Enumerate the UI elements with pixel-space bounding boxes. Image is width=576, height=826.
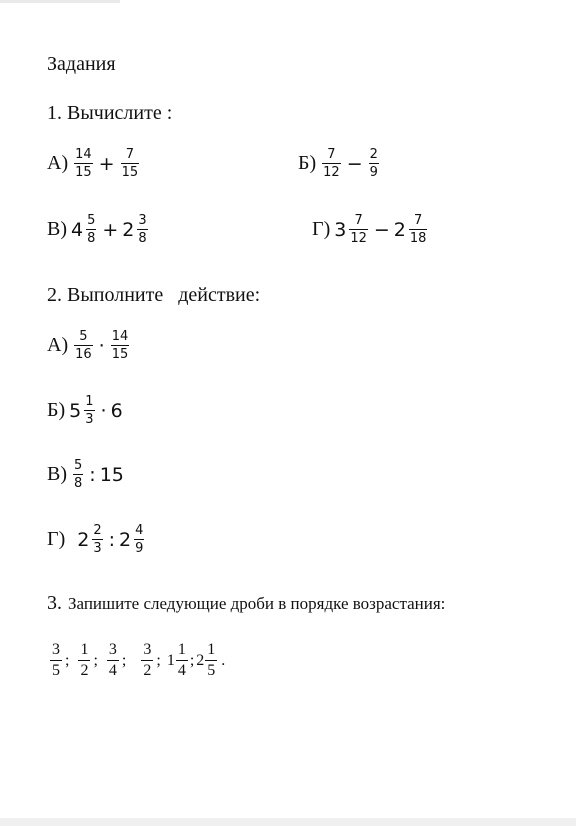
numerator: 3 — [108, 641, 117, 658]
separator: ; — [93, 651, 98, 669]
page-title: Задания — [47, 53, 116, 75]
task1-item-g — [312, 214, 429, 245]
denominator: 2 — [80, 662, 89, 679]
fraction — [141, 642, 153, 679]
task2-item-v — [47, 459, 124, 490]
fraction — [84, 395, 94, 426]
task3-fraction-list — [49, 642, 225, 679]
whole-part: 2 — [119, 528, 132, 551]
task3-number: 3. — [47, 592, 62, 614]
task1-item-v — [47, 214, 150, 245]
whole-part: 3 — [334, 218, 347, 241]
numerator: 5 — [74, 458, 83, 473]
denominator: 2 — [143, 662, 152, 679]
task1-heading: 1. Вычислите : — [47, 102, 173, 124]
denominator: 9 — [369, 165, 378, 180]
fraction — [205, 642, 217, 679]
operator: : — [89, 463, 96, 486]
fraction — [74, 148, 93, 179]
whole-part: 2 — [196, 651, 205, 669]
task2-item-a — [47, 330, 131, 361]
denominator: 8 — [87, 231, 96, 246]
whole-part: 5 — [69, 399, 82, 422]
fraction — [92, 524, 102, 555]
separator: . — [221, 651, 226, 669]
fraction — [409, 214, 428, 245]
number: 15 — [99, 463, 124, 486]
separator: ; — [121, 651, 127, 669]
top-edge-strip — [0, 0, 120, 3]
numerator: 3 — [143, 641, 152, 658]
task1-item-a — [47, 148, 141, 179]
denominator: 5 — [207, 662, 216, 679]
fraction — [121, 148, 140, 179]
denominator: 9 — [135, 541, 144, 556]
operator: · — [98, 334, 105, 357]
denominator: 4 — [177, 662, 186, 679]
operator: · — [100, 399, 107, 422]
whole-part: 1 — [166, 651, 175, 669]
numerator: 5 — [79, 329, 88, 344]
numerator: 4 — [135, 523, 144, 538]
separator: ; — [189, 651, 195, 669]
denominator: 5 — [52, 662, 60, 679]
numerator: 14 — [75, 147, 92, 162]
numerator: 2 — [369, 147, 378, 162]
fraction — [78, 642, 90, 679]
task3-text: Запишите следующие дроби в порядке возрастания: — [68, 594, 446, 613]
denominator: 15 — [75, 165, 92, 180]
fraction — [176, 642, 188, 679]
whole-part: 2 — [77, 528, 90, 551]
denominator: 3 — [85, 412, 94, 427]
item-label: Г) — [47, 528, 66, 550]
operator: : — [108, 528, 116, 551]
denominator: 15 — [111, 347, 129, 362]
task3-heading — [47, 592, 445, 615]
numerator: 1 — [177, 641, 186, 658]
operator: + — [102, 218, 119, 241]
item-label: Б) — [47, 399, 66, 421]
numerator: 7 — [125, 147, 134, 162]
denominator: 18 — [409, 231, 427, 246]
fraction — [73, 459, 83, 490]
whole-part: 2 — [122, 218, 135, 241]
bottom-edge-strip — [0, 818, 576, 826]
numerator: 2 — [93, 523, 102, 538]
task2-item-b — [47, 395, 123, 426]
whole-part: 4 — [71, 218, 84, 241]
item-label: Б) — [298, 152, 317, 174]
number: 6 — [110, 399, 123, 422]
fraction — [369, 148, 379, 179]
denominator: 16 — [75, 347, 92, 362]
numerator: 1 — [207, 641, 216, 658]
task2-item-g — [47, 524, 146, 555]
item-label: А) — [47, 152, 69, 174]
numerator: 1 — [80, 641, 89, 658]
numerator: 7 — [414, 213, 423, 228]
denominator: 3 — [93, 541, 102, 556]
separator: ; — [156, 651, 161, 669]
fraction — [107, 642, 119, 679]
fraction — [86, 214, 96, 245]
item-label: В) — [47, 218, 67, 240]
item-label: А) — [47, 334, 69, 356]
task1-item-b — [298, 148, 381, 179]
denominator: 4 — [108, 662, 117, 679]
fraction — [137, 214, 147, 245]
operator: − — [346, 152, 363, 175]
numerator: 5 — [87, 213, 96, 228]
whole-part: 2 — [393, 218, 406, 241]
denominator: 8 — [138, 231, 147, 246]
fraction — [349, 214, 368, 245]
item-label: Г) — [312, 218, 331, 240]
fraction — [50, 642, 62, 679]
fraction — [111, 330, 130, 361]
fraction — [74, 330, 93, 361]
denominator: 8 — [74, 476, 83, 491]
numerator: 3 — [52, 641, 60, 658]
numerator: 14 — [111, 329, 129, 344]
denominator: 12 — [350, 231, 367, 246]
item-label: В) — [47, 463, 67, 485]
denominator: 12 — [323, 165, 340, 180]
numerator: 7 — [354, 213, 363, 228]
fraction — [134, 524, 144, 555]
operator: − — [373, 218, 390, 241]
operator: + — [98, 152, 115, 175]
fraction — [322, 148, 341, 179]
separator: ; — [65, 651, 70, 669]
denominator: 15 — [121, 165, 139, 180]
numerator: 7 — [327, 147, 336, 162]
task2-heading: 2. Выполните действие: — [47, 284, 261, 306]
numerator: 1 — [85, 394, 94, 409]
numerator: 3 — [138, 213, 147, 228]
